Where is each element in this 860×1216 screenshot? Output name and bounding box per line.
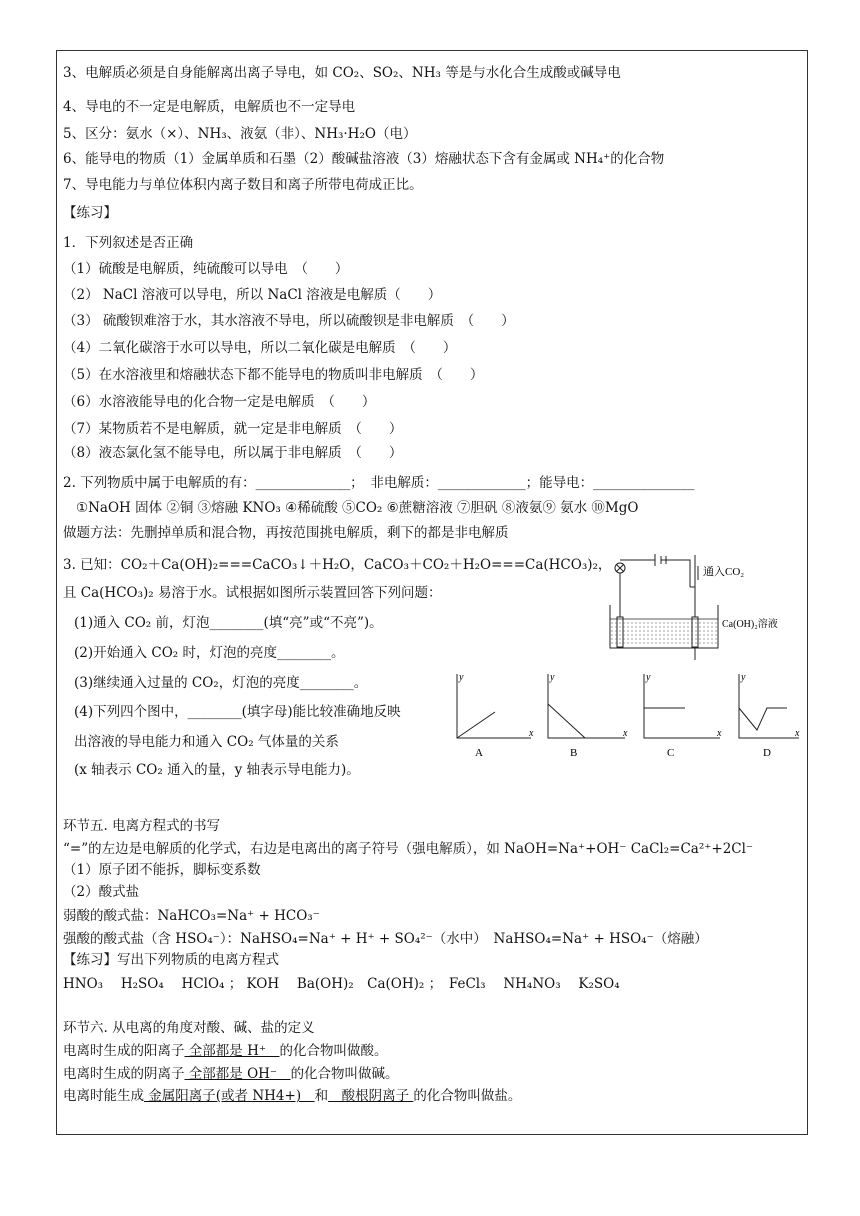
graph-label-a: A	[475, 747, 483, 759]
q1-item-7: （7）某物质若不是电解质，就一定是非电解质 （ ）	[63, 421, 403, 437]
q3-sub-4c: (x 轴表示 CO₂ 通入的量，y 轴表示导电能力)。	[74, 762, 360, 778]
salt-def-answer-2: 酸根阴离子	[328, 1088, 414, 1104]
graph-label-c: C	[667, 747, 675, 759]
q1-item-8: （8）液态氯化氢不能导电，所以属于非电解质 （ ）	[63, 445, 403, 461]
section5-formulas: HNO₃ H₂SO₄ HClO₄ ； KOH Ba(OH)₂ Ca(OH)₂ ； FeCl₃ NH₄NO₃ K₂SO₄	[63, 976, 620, 992]
q2-method: 做题方法：先删掉单质和混合物，再按范围挑电解质，剩下的都是非电解质	[63, 525, 509, 541]
section5-line-5: 强酸的酸式盐（含 HSO₄⁻）：NaHSO₄=Na⁺ + H⁺ + SO₄²⁻（水中） NaHSO₄=Na⁺ + HSO₄⁻（熔融）	[63, 931, 708, 947]
salt-def-middle: 和	[314, 1088, 329, 1104]
q3-sub-1: (1)通入 CO₂ 前，灯泡________(填“亮”或“不亮”)。	[74, 615, 383, 631]
point-5: 5、区分：氨水（×）、NH₃、液氨（非）、NH₃·H₂O（电）	[63, 126, 417, 142]
acid-def-answer: 全部都是 H⁺	[184, 1043, 280, 1059]
electrolysis-apparatus-figure	[600, 545, 800, 660]
q1-item-1: （1）硫酸是电解质，纯硫酸可以导电 （ ）	[63, 261, 349, 277]
graph-label-b: B	[570, 747, 578, 759]
graph-c-y-label: y	[646, 672, 651, 683]
q1-item-4: （4）二氧化碳溶于水可以导电，所以二氧化碳是电解质 （ ）	[63, 340, 457, 356]
q3-sub-4a: (4)下列四个图中，________(填字母)能比较准确地反映	[74, 704, 401, 720]
q3-line-2: 且 Ca(HCO₃)₂ 易溶于水。试根据如图所示装置回答下列问题：	[63, 585, 442, 601]
q3-sub-2: (2)开始通入 CO₂ 时，灯泡的亮度________。	[74, 645, 345, 661]
graph-b-x-label: x	[623, 728, 628, 739]
graph-b-y-label: y	[550, 672, 555, 683]
graph-d-y-label: y	[741, 672, 746, 683]
acid-def-prefix: 电离时生成的阳离子	[63, 1043, 185, 1059]
practice-heading: 【练习】	[63, 205, 117, 221]
q3-sub-4b: 出溶液的导电能力和通入 CO₂ 气体量的关系	[74, 734, 339, 750]
acid-def-suffix: 的化合物叫做酸。	[279, 1043, 388, 1059]
q1-item-6: （6）水溶液能导电的化合物一定是电解质 （ ）	[63, 394, 376, 410]
base-definition	[63, 1065, 399, 1083]
section5-line-3: （2）酸式盐	[63, 884, 140, 900]
point-3: 3、电解质必须是自身能解离出离子导电，如 CO₂、SO₂、NH₃ 等是与水化合生成酸或碱导电	[63, 65, 621, 81]
q2-options: ①NaOH 固体 ②铜 ③熔融 KNO₃ ④稀硫酸 ⑤CO₂ ⑥蔗糖溶液 ⑦胆矾 ⑧液氨⑨ 氨水 ⑩MgO	[76, 500, 639, 516]
graph-a-x-label: x	[529, 728, 534, 739]
q1-title: 1．下列叙述是否正确	[63, 235, 194, 251]
point-7: 7、导电能力与单位体积内离子数目和离子所带电荷成正比。	[63, 177, 423, 193]
base-def-suffix: 的化合物叫做碱。	[290, 1066, 399, 1082]
graph-a-y-label: y	[459, 672, 464, 683]
q2-title: 2. 下列物质中属于电解质的有：______________； 非电解质：_____________；能导电：_______________	[63, 475, 695, 491]
salt-def-answer-1: 金属阳离子(或者 NH4+)	[144, 1088, 315, 1104]
q1-item-5: （5）在水溶液里和熔融状态下都不能导电的物质叫非电解质 （ ）	[63, 367, 484, 383]
acid-definition	[63, 1042, 387, 1060]
conductivity-graphs	[445, 668, 805, 768]
q3-sub-3: (3)继续通入过量的 CO₂，灯泡的亮度________。	[74, 675, 368, 691]
base-def-prefix: 电离时生成的阴离子	[63, 1066, 185, 1082]
section5-practice: 【练习】写出下列物质的电离方程式	[63, 952, 279, 968]
salt-def-prefix: 电离时能生成	[63, 1088, 144, 1104]
q3-line-1: 3. 已知：CO₂＋Ca(OH)₂===CaCO₃↓＋H₂O，CaCO₃＋CO₂＋H₂O===Ca(HCO₃)₂，	[63, 557, 612, 573]
section5-line-4: 弱酸的酸式盐：NaHCO₃=Na⁺ + HCO₃⁻	[63, 908, 320, 924]
section5-line-2: （1）原子团不能拆，脚标变系数	[63, 862, 261, 878]
graph-c-x-label: x	[717, 728, 722, 739]
graph-d-x-label: x	[795, 728, 800, 739]
base-def-answer: 全部都是 OH⁻	[184, 1066, 291, 1082]
point-6: 6、能导电的物质（1）金属单质和石墨（2）酸碱盐溶液（3）熔融状态下含有金属或 NH₄⁺的化合物	[63, 151, 665, 167]
section6-title: 环节六. 从电离的角度对酸、碱、盐的定义	[63, 1020, 315, 1036]
graph-label-d: D	[763, 747, 771, 759]
gas-inlet-label: 通入CO₂	[703, 566, 745, 578]
point-4: 4、导电的不一定是电解质，电解质也不一定导电	[63, 99, 356, 115]
salt-definition	[63, 1087, 521, 1105]
section5-line-1: “=”的左边是电解质的化学式，右边是电离出的离子符号（强电解质），如 NaOH=Na⁺+OH⁻ CaCl₂=Ca²⁺+2Cl⁻	[63, 841, 754, 857]
solution-label: Ca(OH)₂溶液	[722, 619, 778, 630]
section5-title: 环节五. 电离方程式的书写	[63, 818, 221, 834]
salt-def-suffix: 的化合物叫做盐。	[413, 1088, 522, 1104]
q1-item-3: （3） 硫酸钡难溶于水，其水溶液不导电，所以硫酸钡是非电解质 （ ）	[63, 313, 515, 329]
q1-item-2: （2） NaCl 溶液可以导电，所以 NaCl 溶液是电解质（ ）	[63, 287, 442, 303]
